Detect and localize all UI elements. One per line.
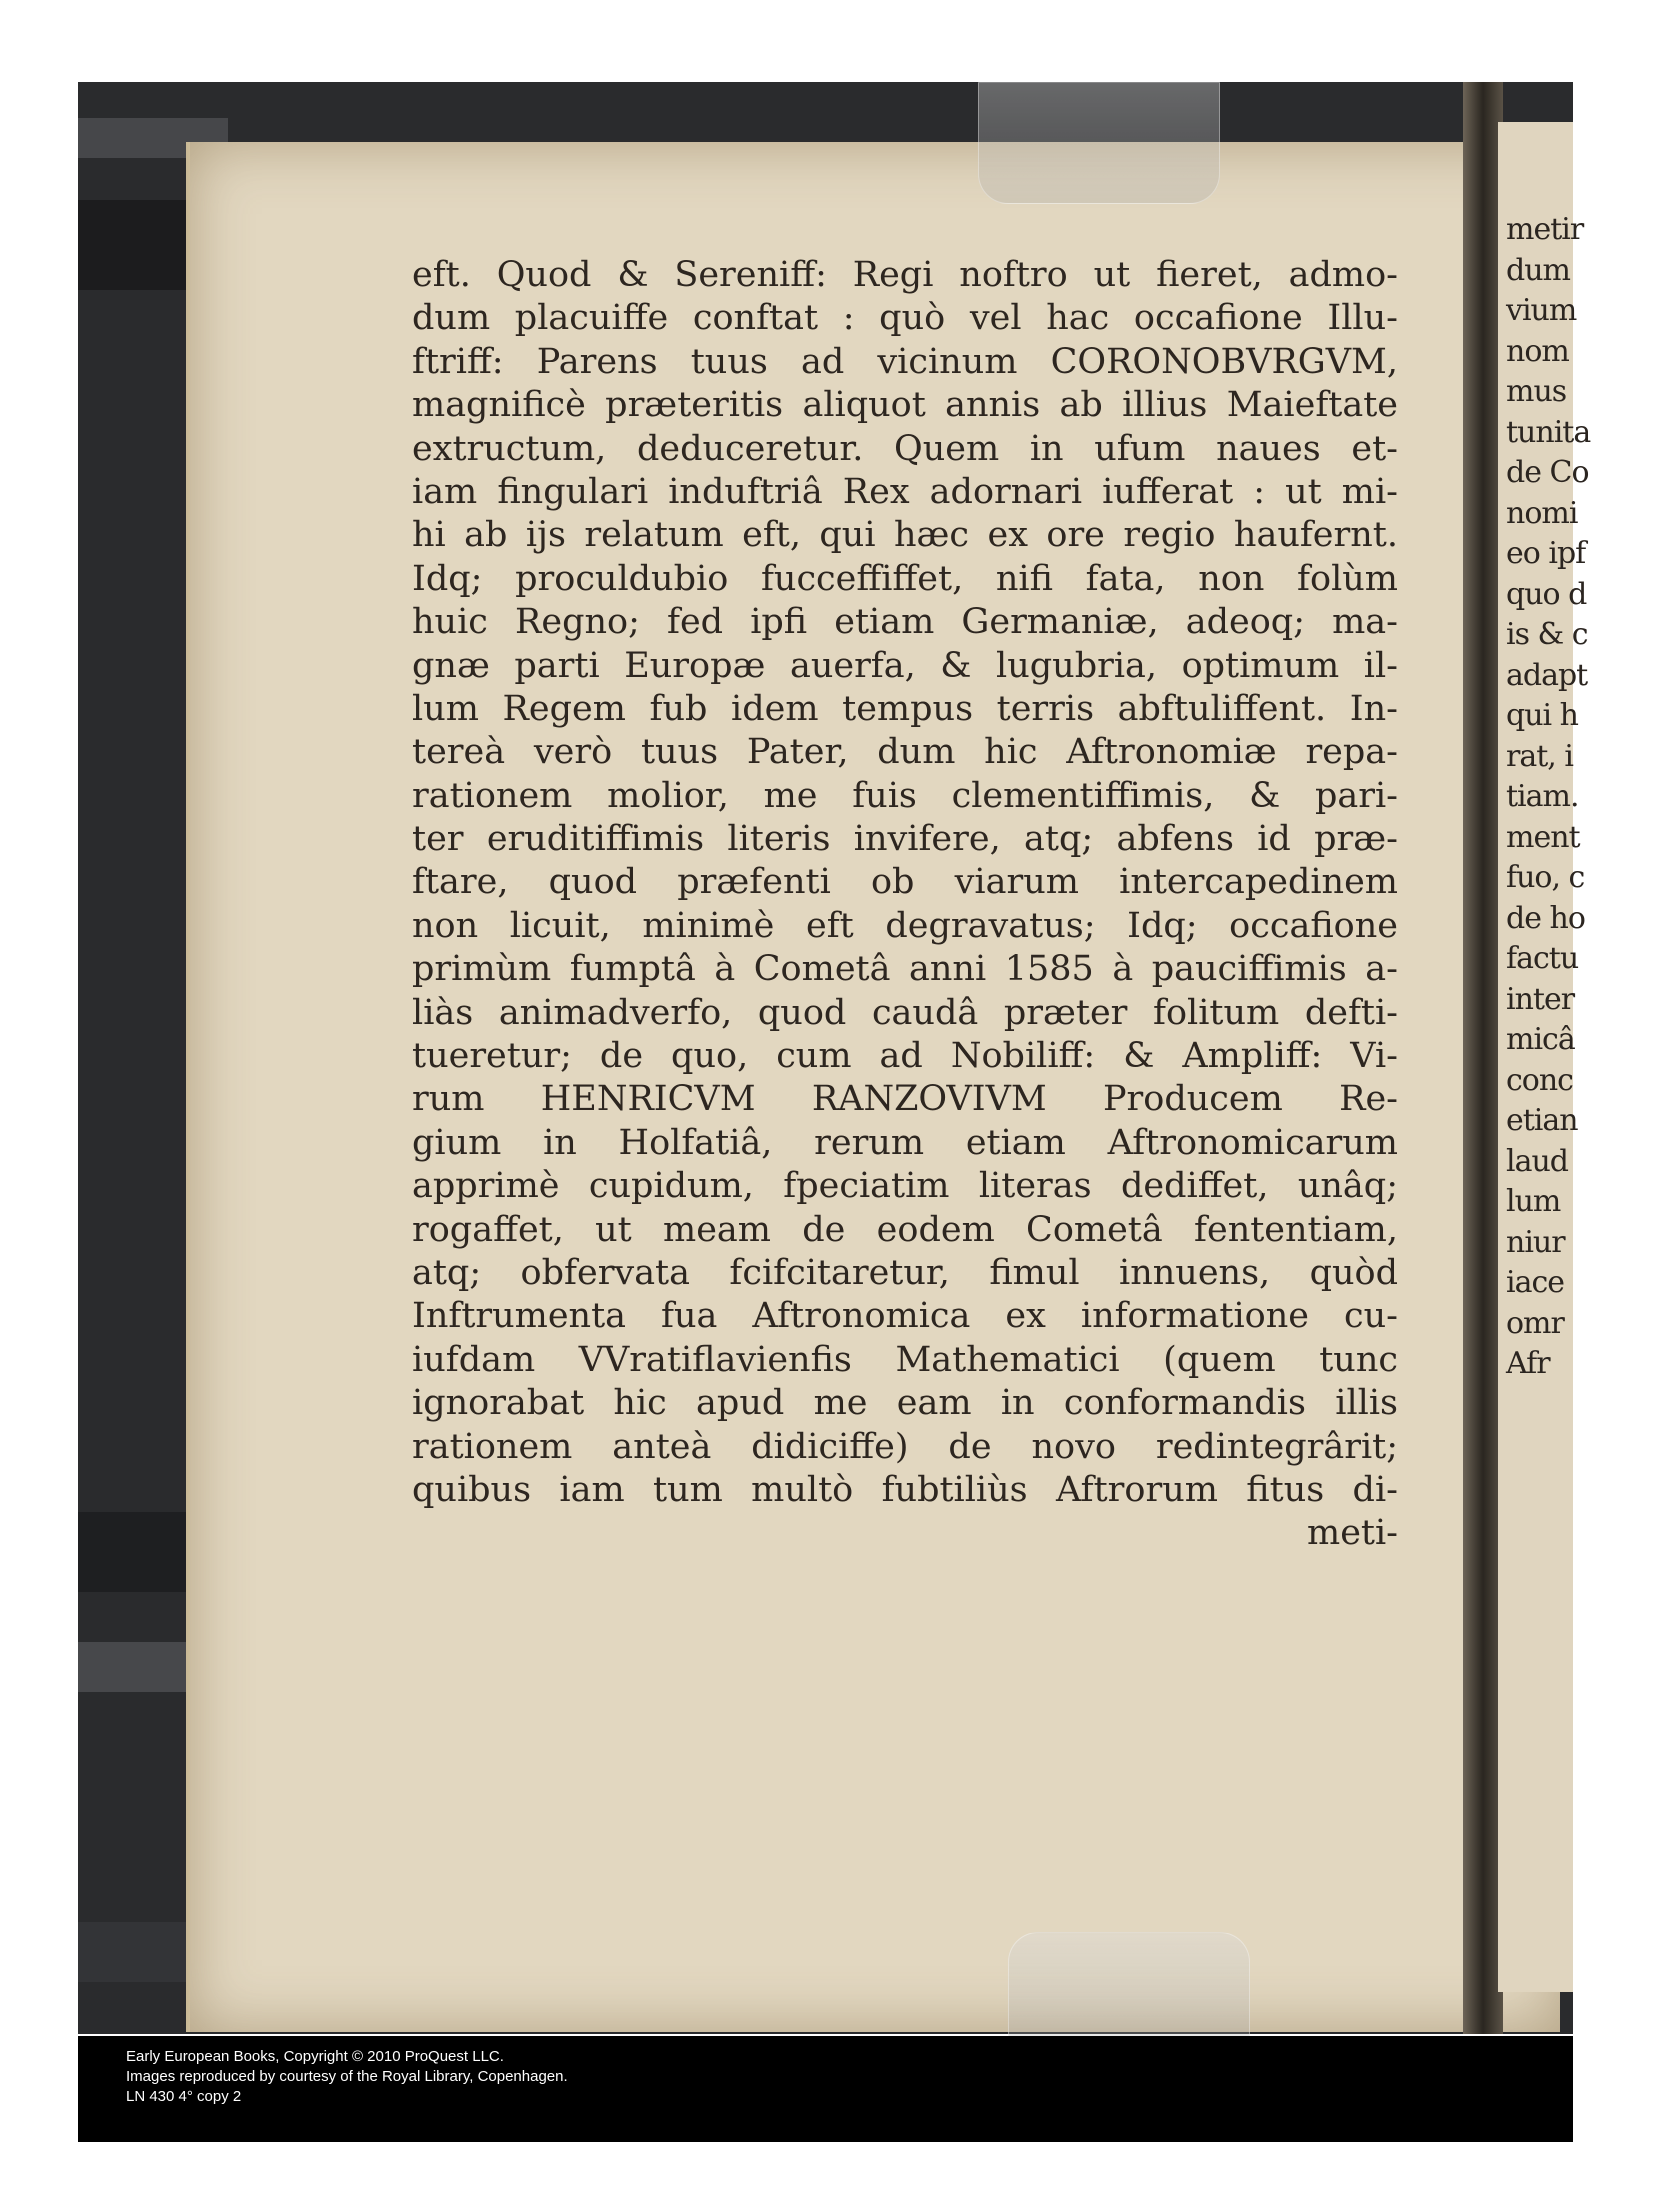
right-page-line: metir [1506,212,1584,247]
right-page-line: de Co [1506,455,1589,490]
text-line: apprimè cupidum, fpeciatim literas dediffet, unâq; [412,1166,1398,1207]
right-page-line: conc [1506,1062,1573,1098]
right-page-line: nomi [1506,495,1578,531]
right-page-line: micâ [1506,1022,1575,1057]
text-line: atq; obfervata fcifcitaretur, fimul innuens, quòd [412,1252,1398,1293]
right-page-line: mus [1506,374,1567,409]
right-page-line: lum [1506,1184,1561,1219]
text-line: non licuit, minimè eft degravatus; Idq; occafione [412,905,1398,946]
right-page-line: quo d [1506,576,1587,612]
right-page-line: omr [1506,1305,1564,1341]
text-line: rum HENRICVM RANZOVIVM Producem Re- [412,1079,1398,1120]
text-line: quibus iam tum multò fubtiliùs Aftrorum fitus di- [412,1469,1398,1510]
right-page-line: adapt [1506,657,1588,693]
right-page-line: is & c [1506,617,1588,652]
footer-courtesy-line: Images reproduced by courtesy of the Royal Library, Copenhagen. [126,2068,568,2085]
text-line: gium in Holfatiâ, rerum etiam Aftronomicarum [412,1122,1398,1163]
text-line: hi ab ijs relatum eft, qui hæc ex ore regio haufernt. [412,515,1398,556]
text-line: ftare, quod præfenti ob viarum intercapedinem [412,862,1398,903]
right-page-line: tunita [1506,414,1591,450]
right-page-line: de ho [1506,900,1585,936]
text-line: liàs animadverfo, quod caudâ præter folitum defti- [412,992,1398,1033]
right-page-line: nom [1506,333,1569,369]
footer-copyright-line: Early European Books, Copyright © 2010 ProQuest LLC. [126,2048,504,2065]
text-line: dum placuiffe conftat : quò vel hac occafione Illu- [412,298,1398,339]
right-page-line: inter [1506,981,1575,1017]
text-line: rogaffet, ut meam de eodem Cometâ fententiam, [412,1209,1398,1250]
footer-shelfmark-line: LN 430 4° copy 2 [126,2088,242,2105]
book-spine [1463,82,1503,2034]
right-page-line: iace [1506,1265,1565,1300]
text-line: ignorabat hic apud me eam in conformandis illis [412,1383,1398,1424]
text-line: Idq; proculdubio fucceffiffet, nifi fata, non folùm [412,558,1398,599]
right-page-line: laud [1506,1143,1569,1179]
copyright-footer [78,2036,1573,2142]
glass-clip-top [978,82,1220,204]
text-line: huic Regno; fed ipfi etiam Germaniæ, adeoq; ma- [412,602,1398,643]
right-page-line: Afr [1506,1346,1550,1381]
catchword: meti- [1307,1513,1398,1554]
text-line: Inftrumenta fua Aftronomica ex informatione cu- [412,1296,1398,1337]
text-line: extructum, deduceretur. Quem in ufum naues et- [412,428,1398,469]
text-line: primùm fumptâ à Cometâ anni 1585 à pauciffimis a- [412,949,1398,990]
right-page-line: tiam. [1506,779,1579,814]
right-page-fragment [1498,122,1591,1992]
right-page-line: etian [1506,1103,1578,1138]
text-line: eft. Quod & Sereniff: Regi noftro ut fieret, admo- [412,255,1398,295]
text-line: ter eruditiffimis literis invifere, atq; abfens id præ- [412,819,1398,860]
text-line: ftriff: Parens tuus ad vicinum CORONOBVRGVM, [412,341,1398,382]
right-page-line: ment [1506,819,1580,855]
page-text-block [412,254,1398,1556]
text-line: rationem molior, me fuis clementiffimis, & pari- [412,775,1398,816]
text-line: tueretur; de quo, cum ad Nobiliff: & Ampliff: Vi- [412,1036,1398,1077]
text-line: lum Regem fub idem tempus terris abftuliffent. In- [412,688,1398,729]
right-page-line: eo ipf [1506,536,1586,571]
text-line: tereà verò tuus Pater, dum hic Aftronomiæ repa- [412,732,1398,773]
right-page-line: rat, i [1506,738,1573,774]
right-page-line: qui h [1506,698,1578,733]
right-page-line: fuo, c [1506,860,1585,895]
right-page-line: niur [1506,1224,1565,1260]
right-page-line: factu [1506,941,1579,976]
text-line: rationem anteà didiciffe) de novo redintegrârit; [412,1426,1398,1467]
right-page-line: dum [1506,252,1570,288]
text-line: magnificè præteritis aliquot annis ab illius Maieftate [412,385,1398,426]
text-line: iam fingulari induftriâ Rex adornari iufferat : ut mi- [412,471,1398,512]
text-line: gnæ parti Europæ auerfa, & lugubria, optimum il- [412,645,1398,686]
text-line: iufdam VVratiflavienfis Mathematici (quem tunc [412,1339,1398,1380]
right-page-line: vium [1506,293,1577,328]
